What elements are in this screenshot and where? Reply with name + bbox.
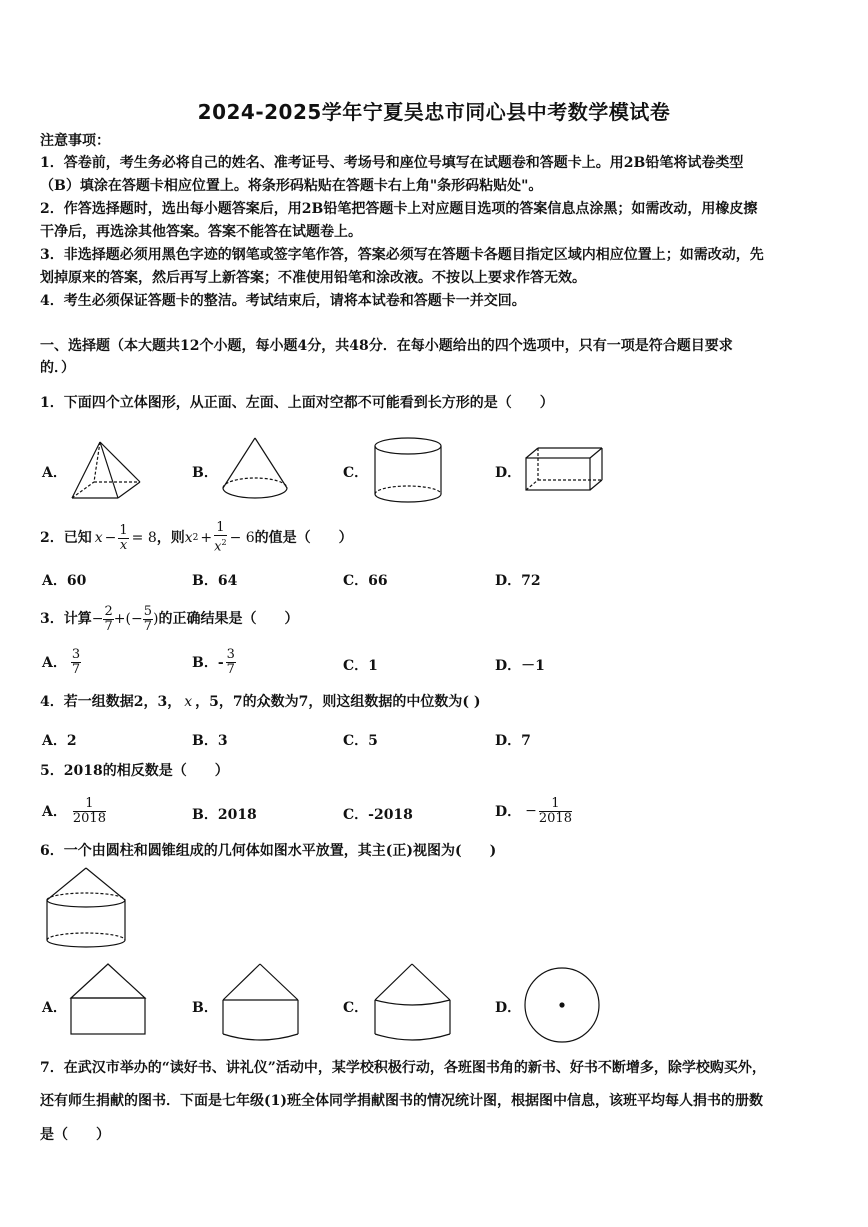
option-c: C．66 bbox=[343, 573, 388, 589]
question-6 bbox=[40, 843, 496, 859]
denominator: $x^2$ bbox=[214, 538, 227, 555]
equation-value: = 8 bbox=[131, 530, 157, 546]
view-a-figure bbox=[68, 962, 150, 1038]
option-d: D． − $\frac{1}{2018}$ bbox=[495, 795, 572, 826]
variable: x bbox=[94, 530, 103, 546]
question-7 bbox=[40, 1060, 766, 1076]
option-label: B． bbox=[192, 1000, 218, 1016]
question-text: 在武汉市举办的“读好书、讲礼仪”活动中，某学校积极行动，各班图书角的新书、好书不断增多，除学校购买外， bbox=[63, 1060, 766, 1076]
option-label: A． bbox=[42, 465, 67, 481]
notes-line: 4．考生必须保证答题卡的整洁。考试结束后，请将本试卷和答题卡一并交回。 bbox=[40, 293, 526, 309]
variable: x bbox=[184, 530, 193, 546]
option-b: B．3 bbox=[192, 733, 228, 749]
pyramid-figure bbox=[66, 440, 146, 502]
question-3 bbox=[40, 598, 298, 640]
option-label: C． bbox=[343, 465, 369, 481]
notes-line: 1．答卷前，考生务必将自己的姓名、准考证号、考场号和座位号填写在试题卷和答题卡上。用2B铅笔将试卷类型 bbox=[40, 155, 744, 171]
fraction: $\frac{2}{7}$ bbox=[104, 603, 113, 634]
operator: ) bbox=[152, 611, 159, 627]
question-text: 若一组数据2，3， bbox=[63, 694, 182, 710]
notes-line: 2．作答选择题时，选出每小题答案后，用2B铅笔把答题卡上对应题目选项的答案信息点涂黑；如需改动，用橡皮擦 bbox=[40, 201, 758, 217]
question-5 bbox=[40, 763, 229, 779]
cylinder-figure bbox=[372, 436, 444, 504]
option-b: B．64 bbox=[192, 573, 238, 589]
option-b: B．- $\frac{3}{7}$ bbox=[192, 646, 235, 677]
option-c: C．-2018 bbox=[343, 807, 413, 823]
option-label: B． bbox=[192, 465, 218, 481]
question-text: ，5，7的众数为7，则这组数据的中位数为( ) bbox=[195, 694, 481, 710]
question-number: 7． bbox=[40, 1060, 64, 1076]
numerator: 1 bbox=[214, 521, 226, 536]
option-a: A． $\frac{1}{2018}$ bbox=[42, 795, 106, 826]
operator: +(− bbox=[113, 611, 143, 627]
question-text: 的值是（ ） bbox=[254, 530, 353, 546]
question-2 bbox=[40, 518, 353, 558]
operator: − 6 bbox=[229, 530, 255, 546]
question-number: 1． bbox=[40, 395, 64, 411]
cuboid-figure bbox=[524, 446, 604, 494]
operator: − bbox=[104, 530, 117, 546]
question-number: 4． bbox=[40, 694, 64, 710]
question-text: 计算 bbox=[63, 611, 92, 627]
operator: + bbox=[200, 530, 213, 546]
option-a: A．60 bbox=[42, 573, 87, 589]
section-heading-cont: 的．） bbox=[40, 360, 75, 376]
question-text: 的正确结果是（ ） bbox=[158, 611, 299, 627]
variable: x bbox=[184, 694, 193, 710]
question-number: 6． bbox=[40, 843, 64, 859]
question-4 bbox=[40, 694, 481, 710]
view-c-figure bbox=[372, 962, 454, 1046]
question-number: 2． bbox=[40, 530, 64, 546]
question-text: 一个由圆柱和圆锥组成的几何体如图水平放置，其主(正)视图为( ) bbox=[63, 843, 497, 859]
option-d: D．－1 bbox=[495, 658, 545, 674]
question-1 bbox=[40, 395, 554, 411]
option-label: D． bbox=[495, 1000, 522, 1016]
question-number: 5． bbox=[40, 763, 64, 779]
page-title: 2024-2025学年宁夏吴忠市同心县中考数学模试卷 bbox=[197, 100, 671, 124]
operator: − bbox=[91, 611, 104, 627]
option-b: B．2018 bbox=[192, 807, 257, 823]
cone-cylinder-figure bbox=[44, 866, 128, 952]
option-label: C． bbox=[343, 1000, 369, 1016]
question-7-cont: 还有师生捐献的图书．下面是七年级(1)班全体同学捐献图书的情况统计图，根据图中信息，该班平均每人捐书的册数 bbox=[40, 1093, 763, 1109]
fraction: $\frac{3}{7}$ bbox=[71, 646, 81, 677]
notes-line: （B）填涂在答题卡相应位置上。将条形码粘贴在答题卡右上角"条形码粘贴处"。 bbox=[40, 178, 543, 194]
notes-heading: 注意事项： bbox=[40, 133, 110, 149]
option-label: A． bbox=[42, 1000, 67, 1016]
option-a: A． $\frac{3}{7}$ bbox=[42, 646, 81, 677]
question-text: ，则 bbox=[156, 530, 185, 546]
fraction: $\frac{3}{7}$ bbox=[226, 646, 235, 677]
view-b-figure bbox=[220, 962, 302, 1046]
option-c: C．1 bbox=[343, 658, 378, 674]
notes-line: 干净后，再选涂其他答案。答案不能答在试题卷上。 bbox=[40, 224, 362, 240]
option-d: D．7 bbox=[495, 733, 531, 749]
question-text: 下面四个立体图形，从正面、左面、上面对空都不可能看到长方形的是（ ） bbox=[63, 395, 554, 411]
question-number: 3． bbox=[40, 611, 64, 627]
question-7-cont: 是（ ） bbox=[40, 1127, 110, 1143]
exponent: 2 bbox=[192, 533, 199, 543]
notes-line: 划掉原来的答案，然后再写上新答案；不准使用铅笔和涂改液。不按以上要求作答无效。 bbox=[40, 270, 586, 286]
section-heading: 一、选择题（本大题共12个小题，每小题4分，共48分．在每小题给出的四个选项中，只有一项是符合题目要求 bbox=[40, 338, 733, 354]
option-label: D． bbox=[495, 465, 522, 481]
question-text: 已知 bbox=[63, 530, 92, 546]
option-d: D．72 bbox=[495, 573, 541, 589]
fraction bbox=[214, 521, 226, 554]
option-c: C．5 bbox=[343, 733, 378, 749]
option-a: A．2 bbox=[42, 733, 77, 749]
view-d-figure bbox=[522, 965, 602, 1045]
fraction bbox=[118, 524, 128, 553]
fraction: $\frac{5}{7}$ bbox=[143, 603, 152, 634]
notes-line: 3．非选择题必须用黑色字迹的钢笔或签字笔作答，答案必须写在答题卡各题目指定区域内相应位置上；如需改动，先 bbox=[40, 247, 764, 263]
fraction: $\frac{1}{2018}$ bbox=[72, 795, 106, 826]
cone-figure bbox=[220, 436, 290, 502]
denominator: x bbox=[119, 537, 128, 553]
numerator: 1 bbox=[119, 522, 128, 538]
fraction: $\frac{1}{2018}$ bbox=[538, 795, 572, 826]
question-text: 2018的相反数是（ ） bbox=[63, 763, 229, 779]
